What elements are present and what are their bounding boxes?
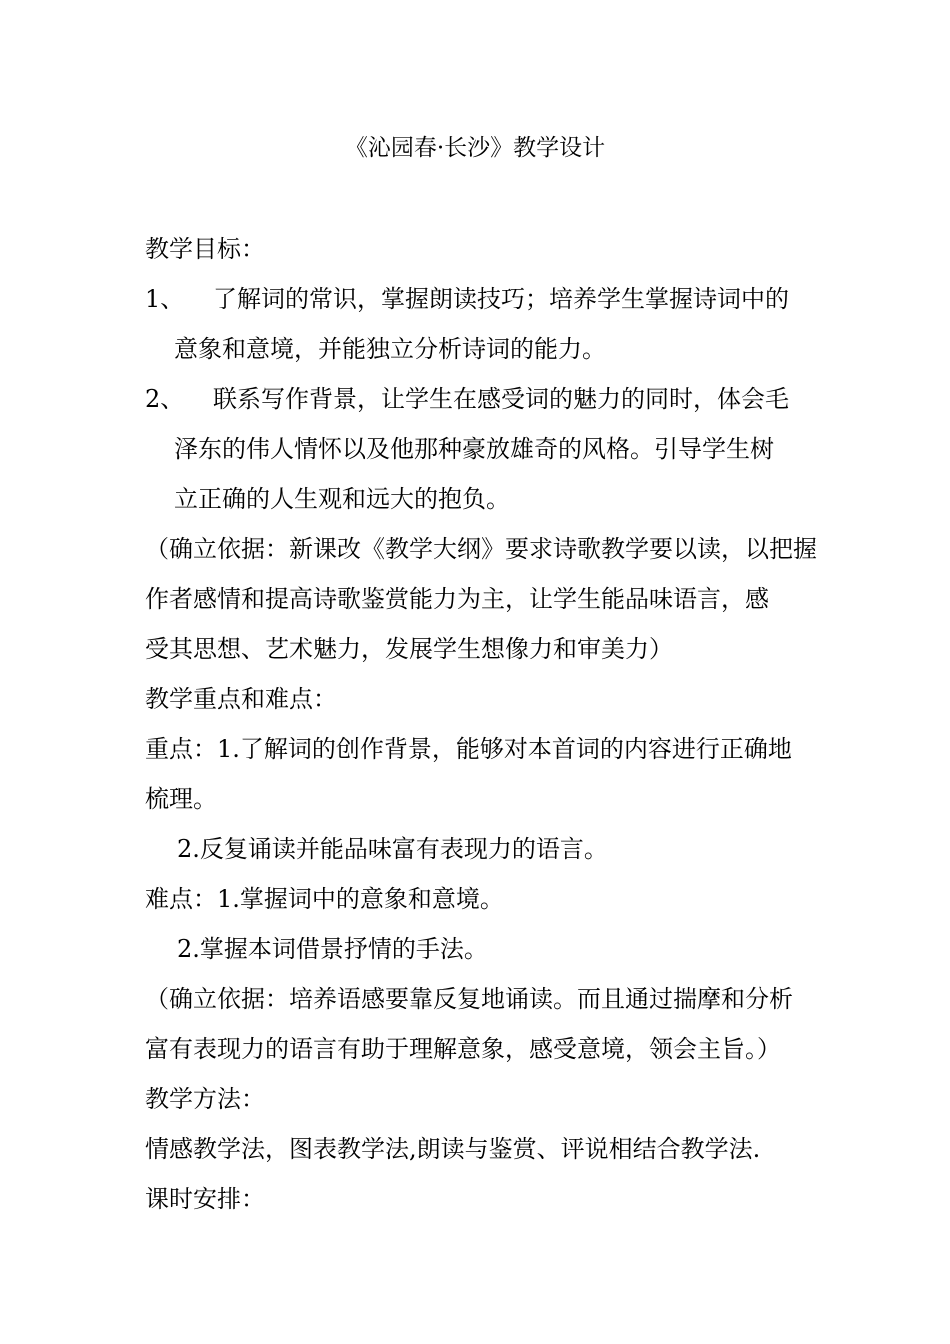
basis-2-line-2: 富有表现力的语言有助于理解意象，感受意境，领会主旨。） — [145, 1035, 781, 1063]
difficult-point-line-1: 难点：1.掌握词中的意象和意境。 — [145, 885, 504, 913]
objective-2-line-1 — [145, 384, 789, 414]
key-point-line-3: 2.反复诵读并能品味富有表现力的语言。 — [177, 835, 608, 863]
objective-2-number: 2、 — [145, 385, 185, 413]
objective-2-line-3: 立正确的人生观和远大的抱负。 — [174, 485, 510, 513]
key-difficult-heading: 教学重点和难点： — [145, 685, 337, 713]
objective-1-number: 1、 — [145, 285, 185, 313]
objective-1-text: 了解词的常识，掌握朗读技巧；培养学生掌握诗词中的 — [213, 285, 789, 313]
schedule-heading: 课时安排： — [145, 1185, 265, 1213]
objectives-heading: 教学目标： — [145, 235, 265, 263]
methods-heading: 教学方法： — [145, 1085, 265, 1113]
basis-1-line-3: 受其思想、艺术魅力，发展学生想像力和审美力） — [145, 635, 673, 663]
basis-2-line-1: （确立依据：培养语感要靠反复地诵读。而且通过揣摩和分析 — [145, 985, 793, 1013]
key-point-line-2: 梳理。 — [145, 785, 217, 813]
key-point-line-1: 重点：1.了解词的创作背景，能够对本首词的内容进行正确地 — [145, 735, 792, 763]
difficult-point-line-2: 2.掌握本词借景抒情的手法。 — [177, 935, 488, 963]
methods-text: 情感教学法，图表教学法,朗读与鉴赏、评说相结合教学法. — [145, 1135, 761, 1163]
objective-2-text: 联系写作背景，让学生在感受词的魅力的同时，体会毛 — [213, 385, 789, 413]
objective-1-line-2: 意象和意境，并能独立分析诗词的能力。 — [174, 335, 606, 363]
document-title: 《沁园春·长沙》教学设计 — [344, 135, 606, 161]
objective-2-line-2: 泽东的伟人情怀以及他那种豪放雄奇的风格。引导学生树 — [174, 435, 774, 463]
objective-1-line-1 — [145, 284, 789, 314]
basis-1-line-1: （确立依据：新课改《教学大纲》要求诗歌教学要以读，以把握 — [145, 535, 817, 563]
basis-1-line-2: 作者感情和提高诗歌鉴赏能力为主，让学生能品味语言，感 — [145, 585, 769, 613]
